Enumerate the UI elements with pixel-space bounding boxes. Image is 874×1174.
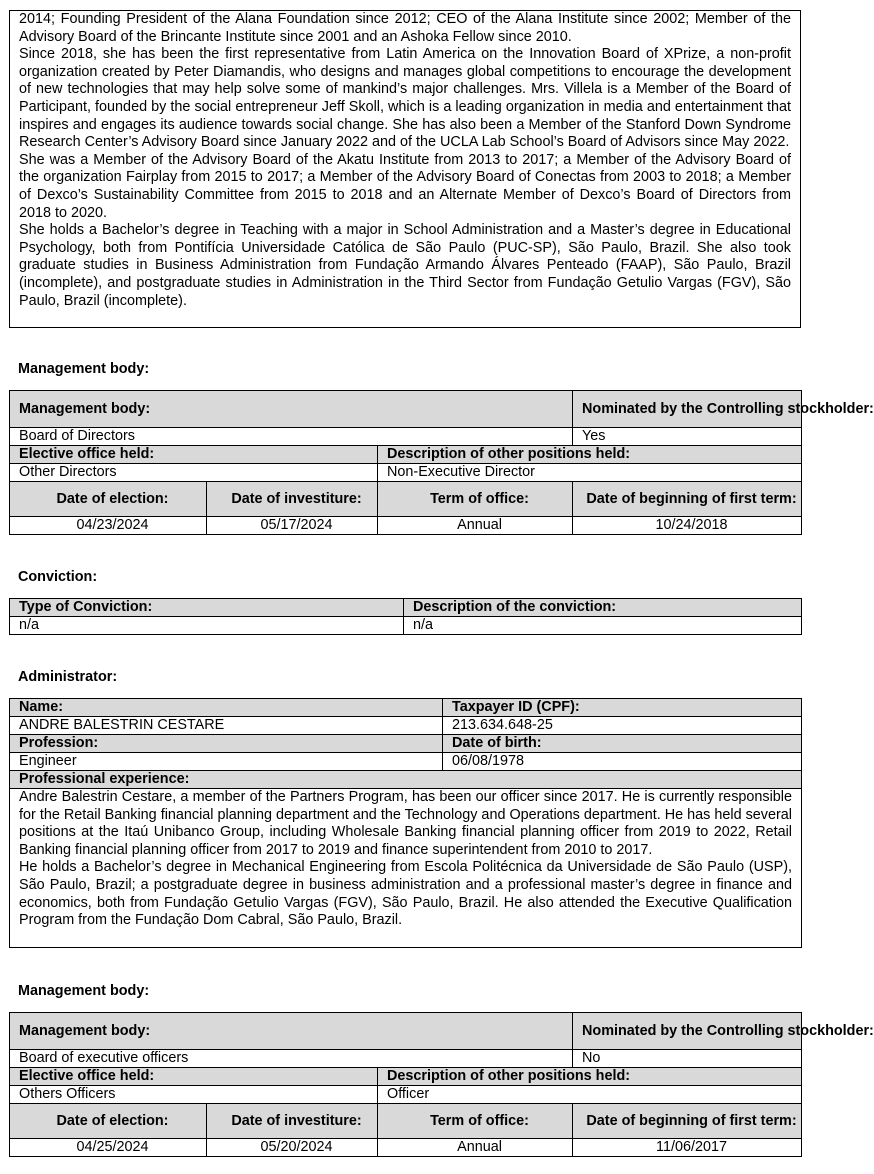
experience-paragraph: He holds a Bachelor’s degree in Mechanical Engineering from Escola Politécnica da Universidade de São Paulo (USP), São Paulo, Brazil; a postgraduate degree in business administration and a professional master’s degree in finance and economics, both from Fundação Getulio Vargas (FGV), São Paulo, Brazil. He also attended the Executive Qualification Program from the Fundação Dom Cabral, São Paulo, Brazil.: [19, 859, 792, 929]
term-office: Annual: [378, 517, 573, 535]
management-body-table: [9, 390, 874, 535]
administrator-table: [9, 698, 802, 948]
administrator-date-of-birth: 06/08/1978: [443, 753, 802, 771]
elective-office-value: Others Officers: [10, 1086, 378, 1104]
bio-paragraph: Since 2018, she has been the first representative from Latin America on the Innovation Board of XPrize, a non-profit organization created by Peter Diamandis, who designs and manages global competitions to encourage the development of new technologies that may help solve some of mankind’s major challenges. Mrs. Villela is a Member of the Board of Participant, founded by the social entrepreneur Jeff Skoll, which is a leading organization in media and entertainment that inspires and engages its audience towards social change. She has also been a Member of the Stanford Down Syndrome Research Center’s Advisory Board since January 2022 and of the UCLA Lab School’s Board of Advisors since May 2022.: [19, 46, 791, 151]
hdr-date-investiture: Date of investiture:: [207, 482, 378, 517]
hdr-other-positions: Description of other positions held:: [378, 1068, 802, 1086]
management-body-value: Board of executive officers: [10, 1050, 573, 1068]
section-title-administrator: Administrator:: [18, 669, 118, 685]
bio-paragraph: She holds a Bachelor’s degree in Teaching with a major in School Administration and a Master’s degree in Educational Psychology, both from Pontifícia Universidade Católica de São Paulo (PUC-SP), São Paulo, Brazil. She also took graduate studies in Business Administration from Fundação Armando Álvares Penteado (FAAP), São Paulo, Brazil (incomplete), and postgraduate studies in Administration in the Third Sector from Fundação Getulio Vargas (FGV), São Paulo, Brazil (incomplete).: [19, 222, 791, 309]
type-conviction-value: n/a: [10, 617, 404, 635]
date-investiture: 05/17/2024: [207, 517, 378, 535]
hdr-type-conviction: Type of Conviction:: [10, 599, 404, 617]
date-election: 04/23/2024: [10, 517, 207, 535]
administrator-cpf: 213.634.648-25: [443, 717, 802, 735]
section-title-management-body: Management body:: [18, 361, 150, 377]
administrator-profession: Engineer: [10, 753, 443, 771]
bio-continuation-box: [9, 10, 801, 328]
hdr-term-office: Term of office:: [378, 1104, 573, 1139]
desc-conviction-value: n/a: [404, 617, 802, 635]
date-first-term: 11/06/2017: [573, 1139, 802, 1157]
hdr-other-positions: Description of other positions held:: [378, 446, 802, 464]
hdr-desc-conviction: Description of the conviction:: [404, 599, 802, 617]
hdr-management-body: Management body:: [10, 391, 573, 428]
hdr-name: Name:: [10, 699, 443, 717]
hdr-first-term: Date of beginning of first term:: [573, 482, 802, 517]
hdr-cpf: Taxpayer ID (CPF):: [443, 699, 802, 717]
experience-paragraph: Andre Balestrin Cestare, a member of the Partners Program, has been our officer since 2017. He is currently responsible for the Retail Banking financial planning department and the Technology and Operations department. He has held several positions at the Itaú Unibanco Group, including Wholesale Banking financial planning officer from 2019 to 2022, Retail Banking financial planning officer from 2017 to 2019 and finance superintendent from 2010 to 2017.: [19, 789, 792, 858]
hdr-profession: Profession:: [10, 735, 443, 753]
elective-office-value: Other Directors: [10, 464, 378, 482]
date-investiture: 05/20/2024: [207, 1139, 378, 1157]
hdr-date-investiture: Date of investiture:: [207, 1104, 378, 1139]
management-body-value: Board of Directors: [10, 428, 573, 446]
date-first-term: 10/24/2018: [573, 517, 802, 535]
hdr-date-of-birth: Date of birth:: [443, 735, 802, 753]
bio-paragraph: She was a Member of the Advisory Board of the Akatu Institute from 2013 to 2017; a Member of the Advisory Board of the organization Fairplay from 2015 to 2017; a Member of the Advisory Board of Conectas from 2003 to 2018; a Member of Dexco’s Sustainability Committee from 2015 to 2018 and an Alternate Member of Dexco’s Board of Directors from 2018 to 2020.: [19, 151, 791, 221]
bio-paragraph: 2014; Founding President of the Alana Foundation since 2012; CEO of the Alana Institute since 2002; Member of the Advisory Board of the Brincante Institute since 2001 and an Ashoka Fellow since 2010.: [19, 11, 791, 45]
hdr-date-election: Date of election:: [10, 482, 207, 517]
professional-experience: [10, 789, 802, 948]
hdr-term-office: Term of office:: [378, 482, 573, 517]
section-title-management-body: Management body:: [18, 983, 150, 999]
hdr-nominated: Nominated by the Controlling stockholder:: [573, 391, 802, 428]
conviction-table: [9, 598, 802, 635]
other-positions-value: Officer: [378, 1086, 802, 1104]
date-election: 04/25/2024: [10, 1139, 207, 1157]
hdr-elective-office: Elective office held:: [10, 446, 378, 464]
administrator-name: ANDRE BALESTRIN CESTARE: [10, 717, 443, 735]
other-positions-value: Non-Executive Director: [378, 464, 802, 482]
term-office: Annual: [378, 1139, 573, 1157]
hdr-nominated: Nominated by the Controlling stockholder:: [573, 1013, 802, 1050]
management-body-table: [9, 1012, 874, 1157]
hdr-date-election: Date of election:: [10, 1104, 207, 1139]
hdr-management-body: Management body:: [10, 1013, 573, 1050]
nominated-value: No: [573, 1050, 802, 1068]
hdr-elective-office: Elective office held:: [10, 1068, 378, 1086]
hdr-professional-experience: Professional experience:: [10, 771, 802, 789]
hdr-first-term: Date of beginning of first term:: [573, 1104, 802, 1139]
section-title-conviction: Conviction:: [18, 569, 98, 585]
nominated-value: Yes: [573, 428, 802, 446]
